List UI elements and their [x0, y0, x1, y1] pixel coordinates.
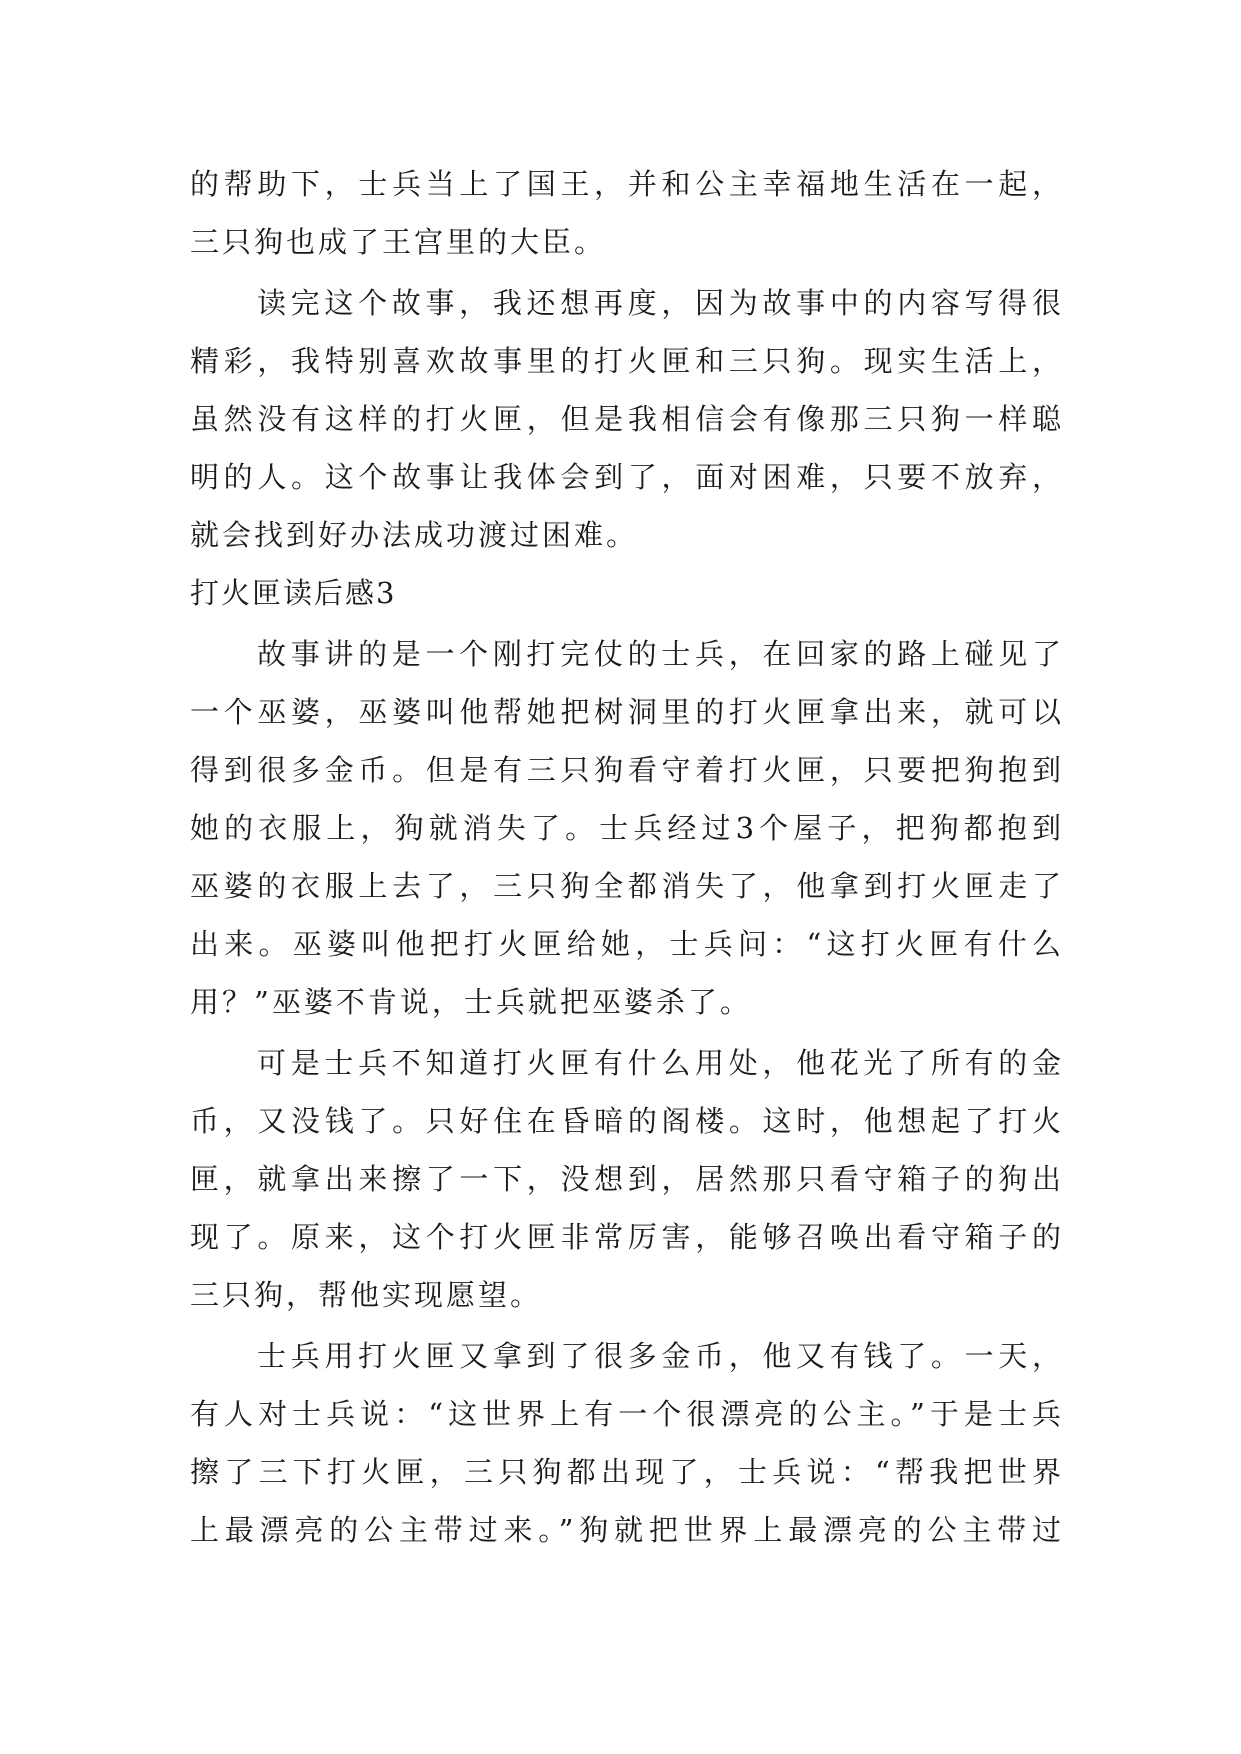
text-line: 用？”巫婆不肯说，士兵就把巫婆杀了。	[190, 985, 752, 1019]
text-line: 现了。原来，这个打火匣非常厉害，能够召唤出看守箱子的	[190, 1220, 1062, 1254]
text-line: 一个巫婆，巫婆叫他帮她把树洞里的打火匣拿出来，就可以	[190, 695, 1062, 729]
text-line: 上最漂亮的公主带过来。”狗就把世界上最漂亮的公主带过	[190, 1513, 1062, 1547]
paragraph	[190, 1034, 1062, 1324]
text-line: 可是士兵不知道打火匣有什么用处，他花光了所有的金	[257, 1046, 1062, 1080]
text-line: 得到很多金币。但是有三只狗看守着打火匣，只要把狗抱到	[190, 753, 1062, 787]
paragraph	[190, 274, 1062, 564]
paragraph	[190, 1327, 1062, 1559]
text-line: 匣，就拿出来擦了一下，没想到，居然那只看守箱子的狗出	[190, 1162, 1062, 1196]
text-line: 币，又没钱了。只好住在昏暗的阁楼。这时，他想起了打火	[190, 1104, 1062, 1138]
paragraph	[190, 155, 1062, 271]
text-line: 她的衣服上，狗就消失了。士兵经过3个屋子，把狗都抱到	[190, 811, 1062, 845]
text-line: 有人对士兵说：“这世界上有一个很漂亮的公主。”于是士兵	[190, 1397, 1062, 1431]
text-line: 士兵用打火匣又拿到了很多金币，他又有钱了。一天，	[257, 1339, 1062, 1373]
text-line: 明的人。这个故事让我体会到了，面对困难，只要不放弃，	[190, 460, 1062, 494]
section-heading-text: 打火匣读后感3	[190, 576, 397, 610]
text-line: 巫婆的衣服上去了，三只狗全都消失了，他拿到打火匣走了	[190, 869, 1062, 903]
text-line: 三只狗也成了王宫里的大臣。	[190, 225, 607, 259]
text-line: 精彩，我特别喜欢故事里的打火匣和三只狗。现实生活上，	[190, 344, 1062, 378]
text-line: 故事讲的是一个刚打完仗的士兵，在回家的路上碰见了	[257, 637, 1062, 671]
section-heading	[190, 564, 1062, 622]
text-line: 三只狗，帮他实现愿望。	[190, 1278, 543, 1312]
text-line: 出来。巫婆叫他把打火匣给她，士兵问：“这打火匣有什么	[190, 927, 1062, 961]
text-line: 就会找到好办法成功渡过困难。	[190, 518, 639, 552]
text-line: 的帮助下，士兵当上了国王，并和公主幸福地生活在一起，	[190, 167, 1062, 201]
text-line: 虽然没有这样的打火匣，但是我相信会有像那三只狗一样聪	[190, 402, 1062, 436]
text-line: 读完这个故事，我还想再度，因为故事中的内容写得很	[257, 286, 1062, 320]
paragraph	[190, 625, 1062, 1031]
text-line: 擦了三下打火匣，三只狗都出现了，士兵说：“帮我把世界	[190, 1455, 1062, 1489]
